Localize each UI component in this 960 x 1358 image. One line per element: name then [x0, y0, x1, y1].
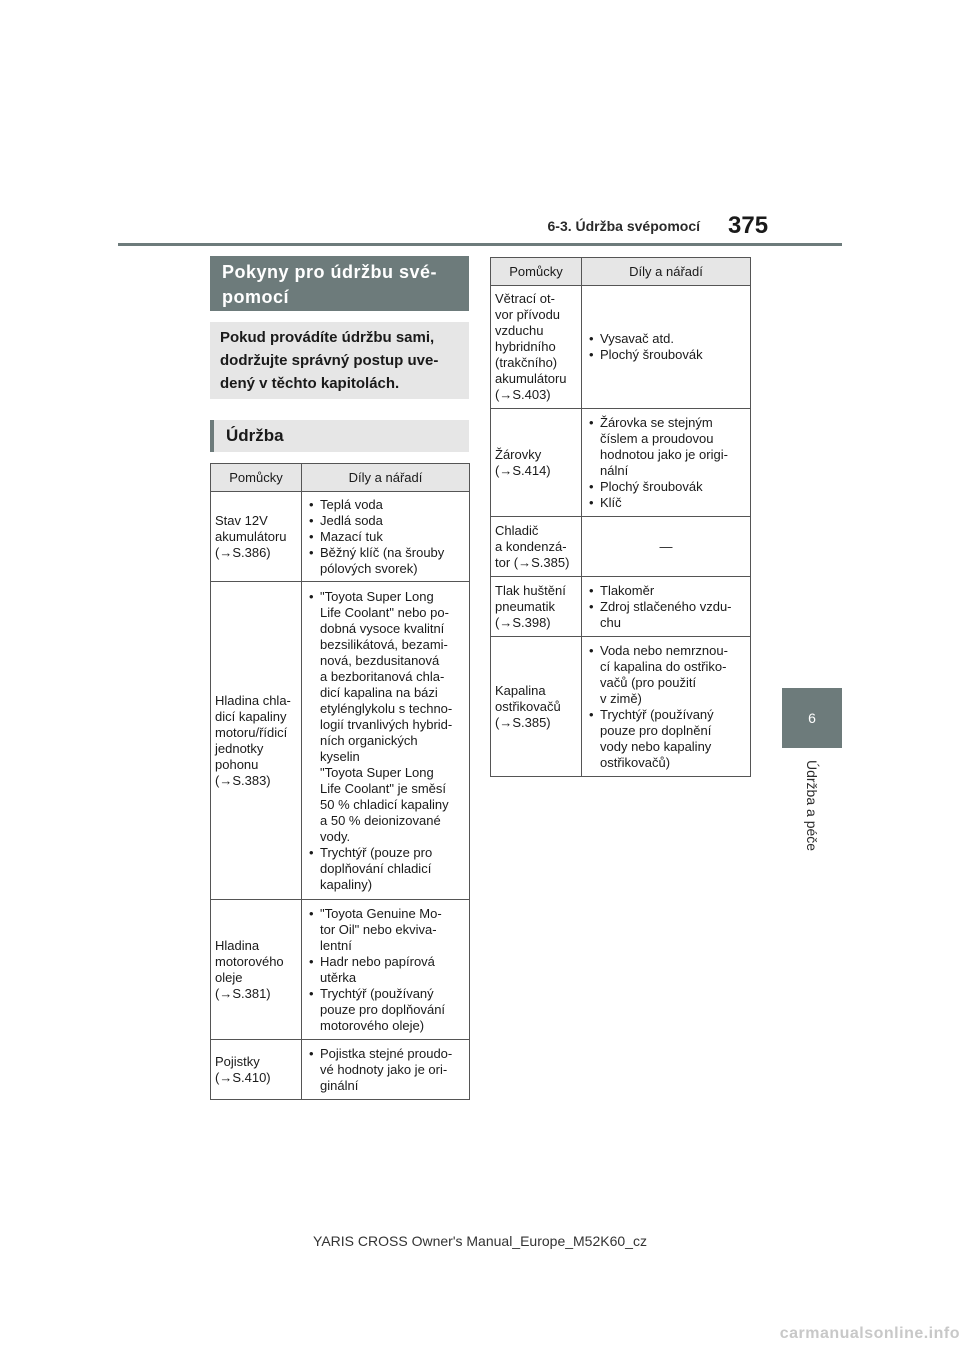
list-item-line: • Zdroj stlačeného vzdu-: [600, 598, 732, 614]
cell-line: (→S.410): [215, 1069, 271, 1085]
list-item-line: pouze pro doplnění: [600, 722, 712, 738]
list-item: [306, 845, 465, 893]
cell-line: pneumatik: [495, 598, 555, 614]
list-item-line: pólových svorek): [320, 560, 418, 576]
intro-box: [210, 322, 469, 399]
list-item-line: • Teplá voda: [320, 496, 383, 512]
list-item-line: Life Coolant" je směsí: [320, 780, 447, 796]
cell-line: jednotky: [215, 740, 264, 756]
list-item-line: bezsilikátová, bezami-: [320, 636, 448, 652]
list-item: [306, 954, 465, 986]
table-row: [211, 492, 470, 582]
list-item-line: • Běžný klíč (na šrouby: [320, 544, 445, 560]
cell-line: Tlak huštění: [495, 582, 566, 598]
cell-line: Kapalina: [495, 682, 546, 698]
list-item-line: chu: [600, 614, 621, 630]
list-item-line: ostřikovačů): [600, 754, 671, 770]
cell-line: (→S.414): [495, 462, 551, 478]
footer-text: YARIS CROSS Owner's Manual_Europe_M52K60_cz: [313, 1233, 647, 1249]
parts-list: [306, 497, 465, 577]
cell-line: Stav 12V: [215, 512, 268, 528]
list-item-line: Life Coolant" nebo po-: [320, 604, 449, 620]
cell-line: (→S.398): [495, 614, 551, 630]
table-row: [211, 900, 470, 1040]
list-item-line: • Žárovka se stejným: [600, 414, 713, 430]
list-item-line: • Tlakoměr: [600, 582, 655, 598]
tools-cell: [211, 492, 302, 582]
cell-line: Pojistky: [215, 1053, 260, 1069]
list-item-line: pouze pro doplňování: [320, 1001, 446, 1017]
list-item-line: • Jedlá soda: [320, 512, 383, 528]
table-row: [491, 409, 751, 517]
list-item-line: ginální: [320, 1077, 359, 1093]
watermark: carmanualsonline.info: [779, 1325, 960, 1342]
tools-cell: [211, 900, 302, 1040]
cell-line: hybridního: [495, 339, 556, 354]
table-header-row: [491, 258, 751, 286]
list-item: [586, 479, 746, 495]
table-body: [211, 492, 470, 1100]
column-header-parts: Díly a nářadí: [582, 258, 751, 286]
list-item: [306, 986, 465, 1034]
tools-cell: [491, 409, 582, 517]
parts-list: [306, 1046, 465, 1094]
cell-line: pohonu: [215, 756, 259, 772]
list-item-line: • Voda nebo nemrznou-: [600, 642, 728, 658]
cell-line: (trakčního): [495, 355, 558, 370]
list-item-line: vé hodnoty jako je ori-: [320, 1061, 448, 1077]
cell-line: akumulátoru: [495, 371, 567, 386]
list-item-line: a bezboritanová chla-: [320, 668, 445, 684]
list-item: [306, 497, 465, 513]
list-item-line: • Hadr nebo papírová: [320, 953, 435, 969]
cell-line: akumulátoru: [215, 528, 287, 544]
list-item-line: tor Oil" nebo ekviva-: [320, 921, 437, 937]
table-row: [491, 517, 751, 577]
list-item-line: • Plochý šroubovák: [600, 347, 703, 362]
parts-cell: [582, 637, 751, 777]
cell-line: (→S.381): [215, 985, 271, 1001]
cell-line: (→S.383): [215, 772, 271, 788]
cell-line: Hladina chla-: [215, 692, 291, 708]
tools-cell: [491, 637, 582, 777]
list-item-line: kapaliny): [320, 876, 373, 892]
list-item: [306, 1046, 465, 1094]
table-row: [491, 577, 751, 637]
list-item-line: • Trychtýř (pouze pro: [320, 844, 433, 860]
list-item-line: doplňování chladicí: [320, 860, 432, 876]
list-item: [306, 589, 465, 845]
parts-cell: [302, 492, 470, 582]
list-item-line: • Mazací tuk: [320, 528, 383, 544]
list-item-line: • Trychtýř (používaný: [600, 706, 714, 722]
list-item-line: • Plochý šroubovák: [600, 478, 703, 494]
intro-line: dodržujte správný postup uve-: [220, 352, 439, 369]
maintenance-table-left: [210, 463, 470, 1100]
list-item-line: 50 % chladicí kapaliny: [320, 796, 449, 812]
cell-line: vor přívodu: [495, 307, 561, 322]
list-item-line: logií trvanlivých hybrid-: [320, 716, 453, 732]
parts-list: [306, 906, 465, 1034]
list-item-line: vačů (pro použití: [600, 674, 697, 690]
list-item: [306, 545, 465, 577]
list-item-line: hodnotou jako je origi-: [600, 446, 728, 462]
chapter-title: [800, 760, 824, 870]
topic-banner: [210, 256, 469, 311]
empty-dash: —: [659, 538, 673, 554]
list-item: [306, 529, 465, 545]
list-item-line: vody.: [320, 828, 351, 844]
parts-list: [306, 589, 465, 893]
list-item-line: motorového oleje): [320, 1017, 425, 1033]
parts-cell: [302, 1040, 470, 1100]
cell-line: (→S.386): [215, 544, 271, 560]
list-item-line: utěrka: [320, 969, 357, 985]
list-item-line: cí kapalina do ostřiko-: [600, 658, 727, 674]
cell-line: Žárovky: [495, 446, 542, 462]
section-heading: Údržba: [210, 420, 469, 452]
list-item-line: • Vysavač atd.: [600, 331, 674, 346]
tools-cell: [491, 517, 582, 577]
page-number: 375: [728, 212, 769, 239]
tools-cell: [491, 577, 582, 637]
list-item-line: a 50 % deionizované: [320, 812, 441, 828]
list-item-line: lentní: [320, 937, 352, 953]
chapter-title-text: Údržba a péče: [804, 760, 820, 852]
parts-cell: [302, 582, 470, 900]
cell-line: Větrací ot-: [495, 291, 555, 306]
table-row: [211, 582, 470, 900]
parts-list: [586, 583, 746, 631]
list-item-line: • Trychtýř (používaný: [320, 985, 434, 1001]
list-item-line: • Pojistka stejné proudo-: [320, 1045, 453, 1061]
list-item-line: nální: [600, 462, 629, 478]
tools-cell: [211, 582, 302, 900]
list-item-line: vody nebo kapaliny: [600, 738, 712, 754]
cell-line: motorového: [215, 953, 284, 969]
cell-line: motoru/řídicí: [215, 724, 288, 740]
cell-line: dicí kapaliny: [215, 708, 287, 724]
cell-line: Hladina: [215, 937, 260, 953]
maintenance-table-right: [490, 257, 751, 777]
list-item-line: • Klíč: [600, 494, 622, 510]
intro-line: Pokud provádíte údržbu sami,: [220, 329, 435, 346]
parts-list: [586, 643, 746, 771]
banner-line: pomocí: [222, 287, 290, 307]
parts-cell: [582, 286, 751, 409]
cell-line: (→S.385): [495, 714, 551, 730]
list-item-line: v zimě): [600, 690, 642, 706]
list-item: [586, 347, 746, 363]
list-item: [586, 707, 746, 771]
list-item-line: nová, bezdusitanová: [320, 652, 440, 668]
parts-list: [586, 415, 746, 511]
list-item-line: dobná vysoce kvalitní: [320, 620, 445, 636]
list-item-line: kyselin: [320, 748, 360, 764]
parts-list: [586, 331, 746, 363]
column-header-parts: Díly a nářadí: [302, 464, 470, 492]
tools-cell: [491, 286, 582, 409]
cell-line: Chladič: [495, 522, 539, 538]
list-item: [306, 906, 465, 954]
table-row: [491, 286, 751, 409]
list-item-line: "Toyota Super Long: [320, 764, 434, 780]
parts-cell: [582, 409, 751, 517]
list-item: [586, 643, 746, 707]
column-header-tools: Pomůcky: [211, 464, 302, 492]
chapter-tab: 6: [782, 688, 842, 748]
parts-cell: [582, 577, 751, 637]
cell-line: vzduchu: [495, 323, 544, 338]
cell-line: ostřikovačů: [495, 698, 561, 714]
intro-line: dený v těchto kapitolách.: [220, 375, 400, 392]
list-item-line: číslem a proudovou: [600, 430, 714, 446]
banner-line: Pokyny pro údržbu své-: [222, 262, 438, 282]
list-item: [586, 599, 746, 631]
tools-cell: [211, 1040, 302, 1100]
list-item: [586, 415, 746, 479]
list-item: [586, 331, 746, 347]
list-item: [586, 583, 746, 599]
cell-line: a kondenzá-: [495, 538, 567, 554]
list-item-line: dicí kapalina na bázi: [320, 684, 438, 700]
column-header-tools: Pomůcky: [491, 258, 582, 286]
header-divider: [118, 243, 842, 246]
cell-line: (→S.403): [495, 387, 551, 402]
cell-line: oleje: [215, 969, 243, 985]
parts-cell: [302, 900, 470, 1040]
parts-cell: [582, 517, 751, 577]
table-row: [491, 637, 751, 777]
table-row: [211, 1040, 470, 1100]
table-header-row: [211, 464, 470, 492]
cell-line: tor (→S.385): [495, 554, 570, 570]
list-item: [586, 495, 746, 511]
list-item-line: etylénglykolu s techno-: [320, 700, 453, 716]
list-item: [306, 513, 465, 529]
list-item-line: ních organických: [320, 732, 418, 748]
list-item-line: • "Toyota Super Long: [320, 588, 434, 604]
list-item-line: • "Toyota Genuine Mo-: [320, 905, 442, 921]
table-body: [491, 286, 751, 777]
section-title: 6-3. Údržba svépomocí: [547, 218, 700, 234]
